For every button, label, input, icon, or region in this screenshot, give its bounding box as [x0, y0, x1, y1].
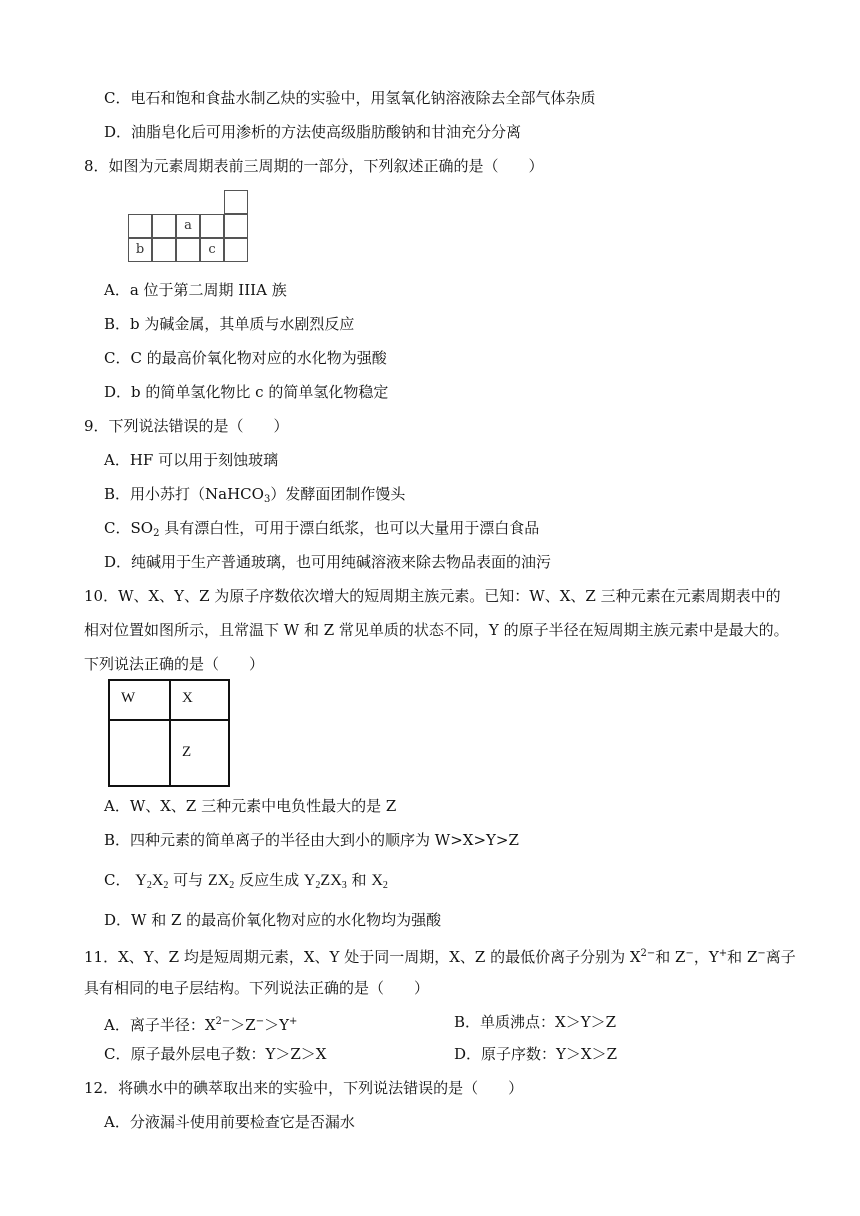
table-cell-a: a	[176, 214, 200, 238]
q9-option-d: D．纯碱用于生产普通玻璃，也可用纯碱溶液来除去物品表面的油污	[104, 553, 552, 571]
table-cell	[176, 238, 200, 262]
q9-option-a: A．HF 可以用于刻蚀玻璃	[104, 451, 279, 469]
q8-stem: 8．如图为元素周期表前三周期的一部分，下列叙述正确的是（ ）	[84, 157, 544, 175]
q9-option-b: B．用小苏打（NaHCO$_3$）发酵面团制作馒头	[104, 485, 406, 505]
q7-option-d: D．油脂皂化后可用渗析的方法使高级脂肪酸钠和甘油充分分离	[104, 123, 522, 141]
table-cell	[152, 238, 176, 262]
q12-stem: 12．将碘水中的碘萃取出来的实验中，下列说法错误的是（ ）	[84, 1079, 524, 1097]
q10-stem-line2: 相对位置如图所示，且常温下 W 和 Z 常见单质的状态不同，Y 的原子半径在短周期主族元素中是最大的。	[84, 621, 789, 639]
table-cell	[224, 190, 248, 214]
cell-w: W	[121, 690, 136, 706]
q10-stem-line1: 10．W、X、Y、Z 为原子序数依次增大的短周期主族元素。已知：W、X、Z 三种元素在元素周期表中的	[84, 587, 781, 605]
formula-x2: $X_2$	[371, 872, 388, 891]
table-cell	[200, 214, 224, 238]
q8-option-d: D．b 的简单氢化物比 c 的简单氢化物稳定	[104, 383, 389, 401]
q9-stem: 9．下列说法错误的是（ ）	[84, 417, 289, 435]
formula-zx2: $ZX_2$	[207, 872, 235, 891]
q10-option-a: A．W、X、Z 三种元素中电负性最大的是 Z	[104, 797, 397, 815]
element-position-table	[108, 679, 230, 787]
q10-option-d: D．W 和 Z 的最高价氧化物对应的水化物均为强酸	[104, 911, 442, 929]
q9-option-c: C．$SO_2$ 具有漂白性，可用于漂白纸浆，也可以大量用于漂白食品	[104, 519, 540, 539]
formula-y2zx3: $Y_2ZX_3$	[303, 872, 347, 891]
q11-stem-line1: 11．X、Y、Z 均是短周期元素，X、Y 处于同一周期，X、Z 的最低价离子分别为 $X^{2-}$和 Z−，Y+和 Z−离子	[84, 948, 796, 966]
table-divider-vertical	[169, 681, 171, 785]
q11-option-a: A．离子半径：$X^{2-}>Z^->Y^+$	[104, 1016, 298, 1034]
table-cell-b: b	[128, 238, 152, 262]
q11-stem-line2: 具有相同的电子层结构。下列说法正确的是（ ）	[84, 979, 430, 997]
q10-stem-line3: 下列说法正确的是（ ）	[84, 655, 265, 673]
q10-option-c: C． $Y_2X_2$ 可与 $ZX_2$ 反应生成 $Y_2ZX_3$ 和 $X_2$	[104, 871, 388, 891]
table-cell-c: c	[200, 238, 224, 262]
table-cell	[224, 238, 248, 262]
table-divider-horizontal	[110, 719, 228, 721]
table-cell	[128, 214, 152, 238]
q7-option-c: C．电石和饱和食盐水制乙炔的实验中，用氢氧化钠溶液除去全部气体杂质	[104, 89, 596, 107]
q8-option-c: C．C 的最高价氧化物对应的水化物为强酸	[104, 349, 387, 367]
q8-option-a: A．a 位于第二周期 IIIA 族	[104, 281, 287, 299]
periodic-table-fragment	[128, 190, 250, 262]
table-cell	[152, 214, 176, 238]
q12-option-a: A．分液漏斗使用前要检查它是否漏水	[104, 1113, 355, 1131]
cell-z: Z	[182, 744, 192, 760]
formula-y2x2: $Y_2X_2$	[135, 872, 169, 891]
q11-option-d: D．原子序数：Y＞X＞Z	[454, 1045, 618, 1063]
q10-option-b: B．四种元素的简单离子的半径由大到小的顺序为 W>X>Y>Z	[104, 831, 519, 849]
q8-option-b: B．b 为碱金属，其单质与水剧烈反应	[104, 315, 355, 333]
q11-option-c: C．原子最外层电子数：Y＞Z＞X	[104, 1045, 327, 1063]
q11-option-b: B．单质沸点：X＞Y＞Z	[454, 1013, 617, 1031]
cell-x: X	[182, 690, 193, 706]
table-cell	[224, 214, 248, 238]
